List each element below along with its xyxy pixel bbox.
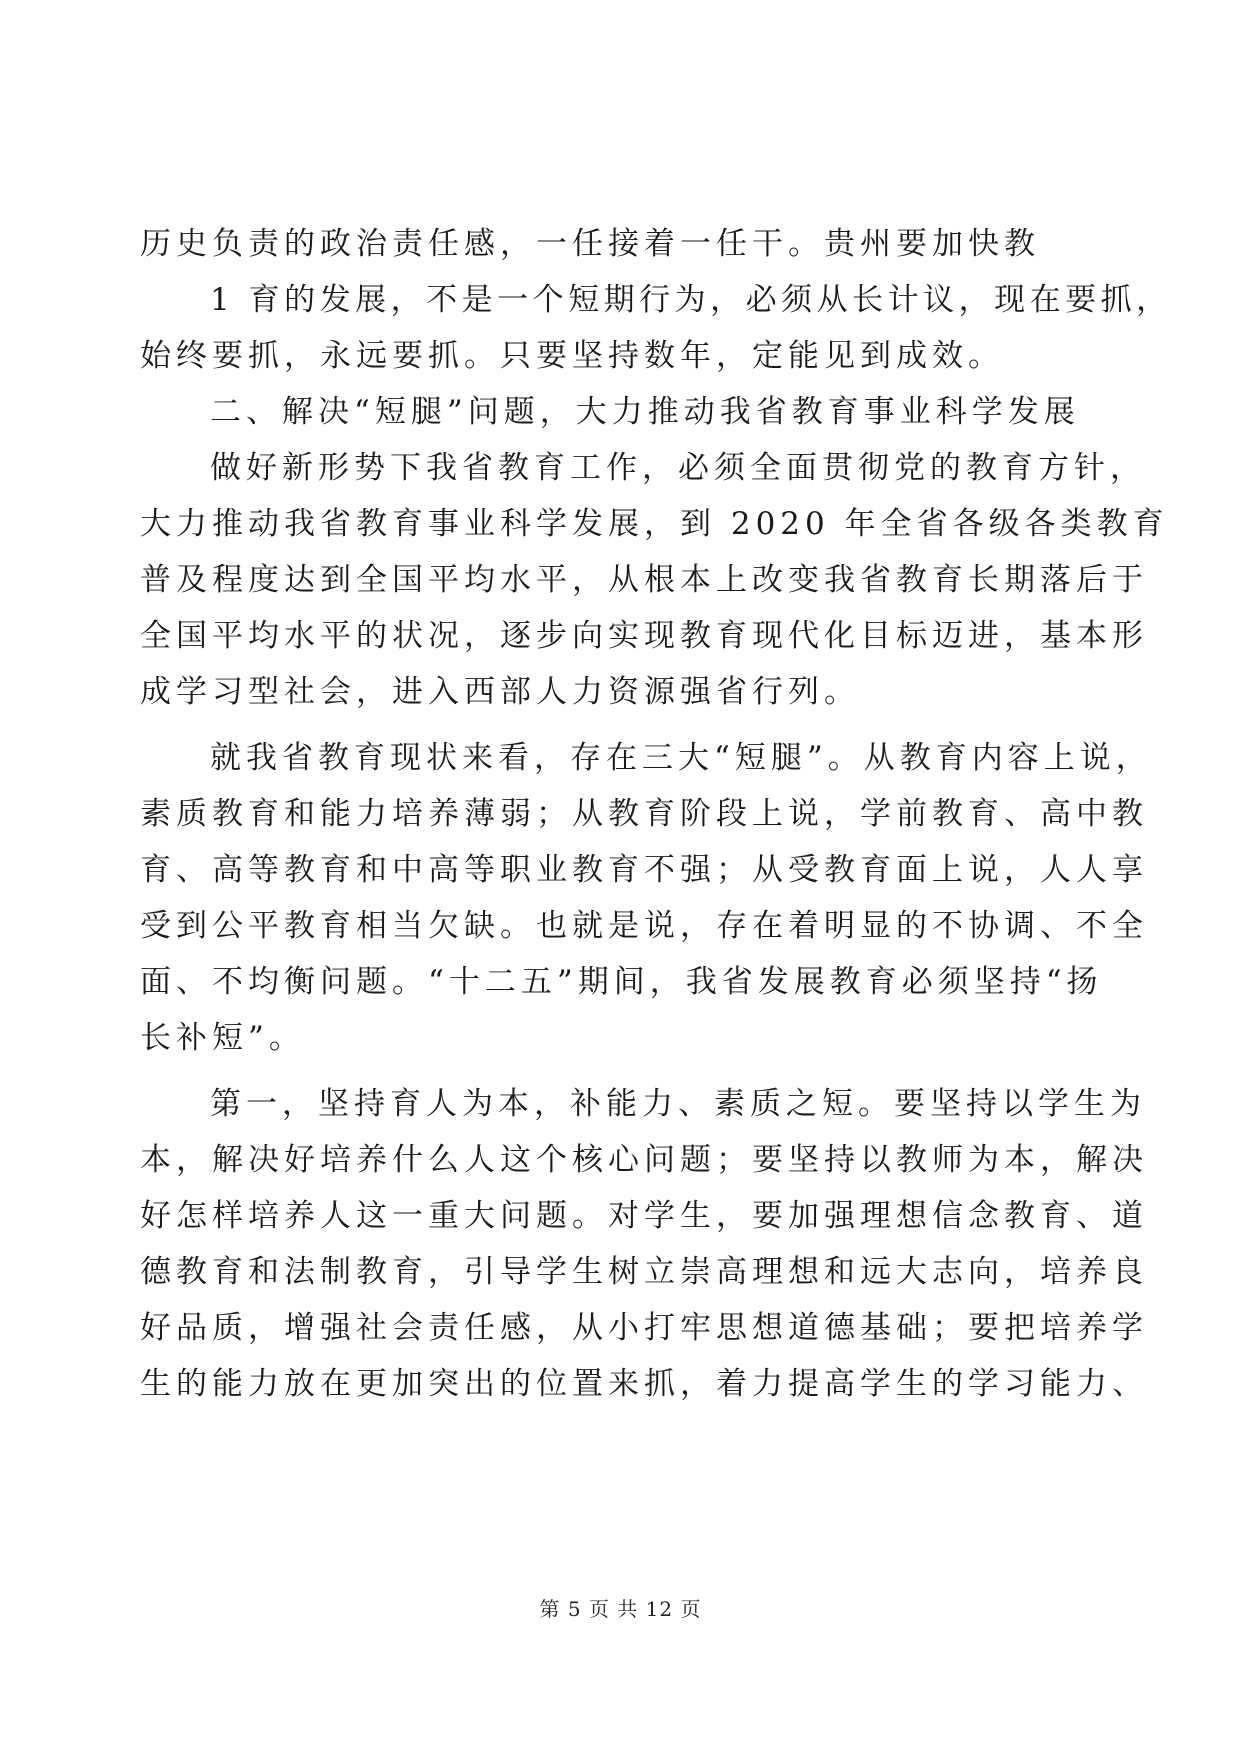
text-line: 就我省教育现状来看，存在三大“短腿”。从教育内容上说， [210, 740, 1152, 776]
text-line: 始终要抓，永远要抓。只要坚持数年，定能见到成效。 [140, 338, 1004, 374]
text-line: 生的能力放在更加突出的位置来抓，着力提高学生的学习能力、 [140, 1366, 1148, 1402]
text-line: 成学习型社会，进入西部人力资源强省行列。 [140, 674, 860, 710]
page-number-footer: 第 5 页 共 12 页 [539, 1597, 702, 1621]
text-line: 大力推动我省教育事业科学发展，到 2020 年全省各级各类教育 [140, 506, 1169, 542]
text-line: 做好新形势下我省教育工作，必须全面贯彻党的教育方针， [210, 450, 1146, 486]
text-line: 德教育和法制教育，引导学生树立崇高理想和远大志向，培养良 [140, 1254, 1148, 1290]
text-line: 普及程度达到全国平均水平，从根本上改变我省教育长期落后于 [140, 562, 1148, 598]
text-line: 长补短”。 [140, 1020, 305, 1056]
text-line: 1 育的发展，不是一个短期行为，必须从长计议，现在要抓， [210, 282, 1172, 318]
text-line: 育、高等教育和中高等职业教育不强；从受教育面上说，人人享 [140, 852, 1148, 888]
text-line: 本，解决好培养什么人这个核心问题；要坚持以教师为本，解决 [140, 1142, 1148, 1178]
text-line: 受到公平教育相当欠缺。也就是说，存在着明显的不协调、不全 [140, 908, 1148, 944]
text-line: 历史负责的政治责任感，一任接着一任干。贵州要加快教 [140, 226, 1040, 262]
section-heading: 二、解决“短腿”问题，大力推动我省教育事业科学发展 [210, 394, 1080, 430]
text-line: 好品质，增强社会责任感，从小打牢思想道德基础；要把培养学 [140, 1310, 1148, 1346]
text-line: 第一，坚持育人为本，补能力、素质之短。要坚持以学生为 [210, 1086, 1146, 1122]
text-line: 素质教育和能力培养薄弱；从教育阶段上说，学前教育、高中教 [140, 796, 1148, 832]
text-line: 全国平均水平的状况，逐步向实现教育现代化目标迈进，基本形 [140, 618, 1148, 654]
text-line: 面、不均衡问题。“十二五”期间，我省发展教育必须坚持“扬 [140, 964, 1103, 1000]
text-line: 好怎样培养人这一重大问题。对学生，要加强理想信念教育、道 [140, 1198, 1148, 1234]
